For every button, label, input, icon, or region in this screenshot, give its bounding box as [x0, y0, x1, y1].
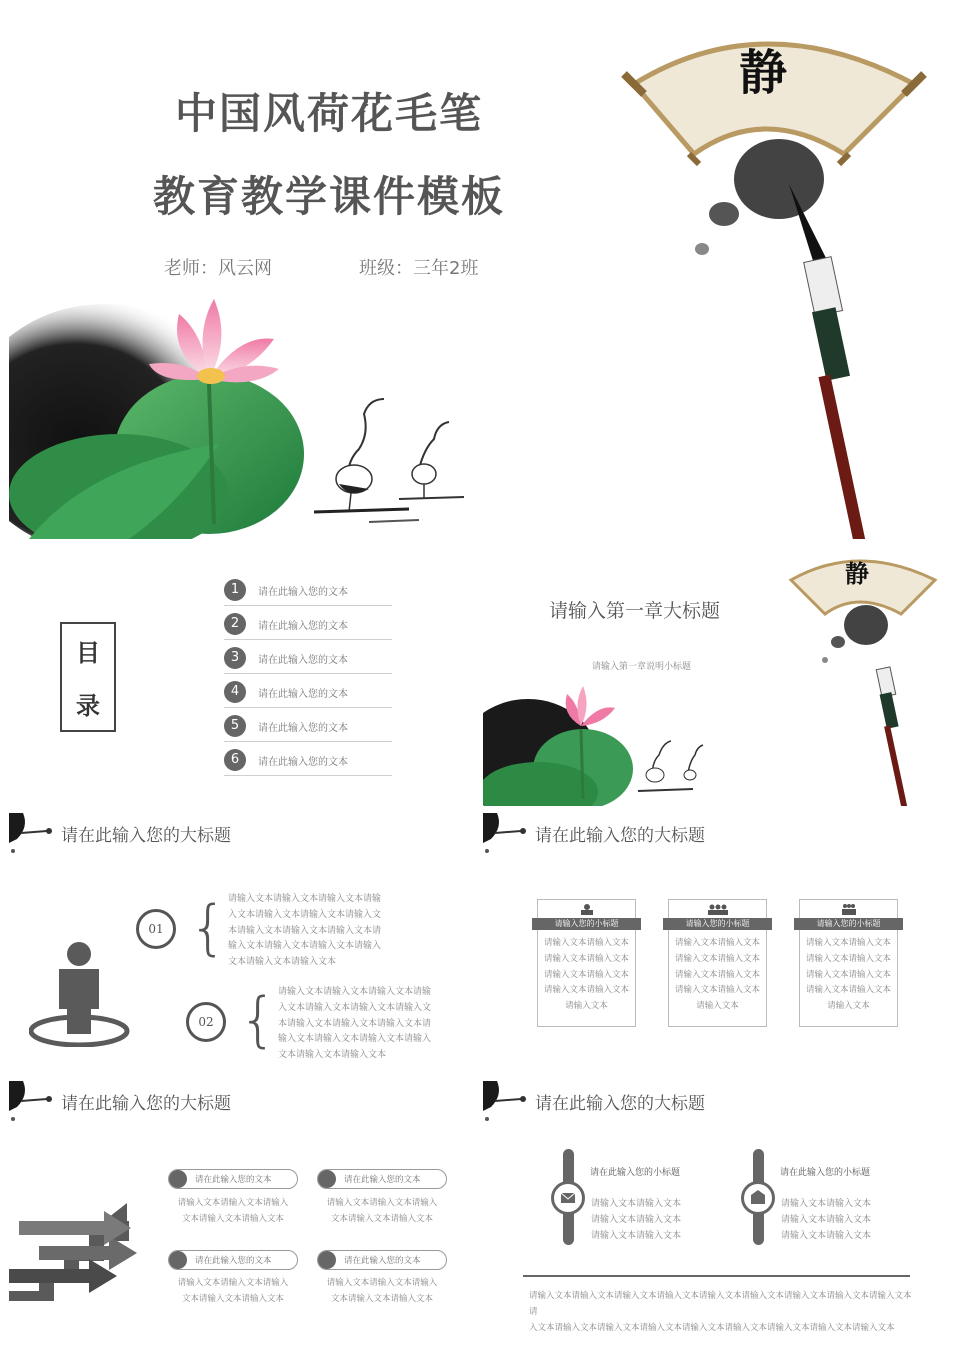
text-line: 输入文本请输入文本请输入文本请输入 [228, 941, 382, 952]
slide-title: 请在此输入您的大标题 [61, 826, 231, 846]
info-card [537, 899, 636, 1027]
card-text: 请输入文本请输入文本 请输入文本请输入文本 请输入文本请输入文本 请输入文本请输入文本 请输入文本 [805, 938, 891, 1012]
divider [523, 1275, 910, 1277]
mail-icon [551, 1181, 585, 1215]
text-line: 本请输入文本请输入文本请输入文本请 [278, 1018, 432, 1029]
topic-pill[interactable] [317, 1250, 447, 1270]
toc-item[interactable] [224, 749, 392, 776]
pill-label: 请在此输入您的文本 [344, 1175, 421, 1185]
toc-item-text: 请在此输入您的文本 [258, 655, 348, 666]
topic-pill[interactable] [168, 1250, 298, 1270]
toc-item-number: 5 [224, 715, 246, 737]
toc-item-number: 2 [224, 613, 246, 635]
pill-label: 请在此输入您的文本 [195, 1256, 272, 1266]
content-slide-2 [483, 813, 951, 1075]
info-card [799, 899, 898, 1027]
toc-item-number: 6 [224, 749, 246, 771]
brace-icon: { [239, 985, 278, 1055]
pill-label: 请在此输入您的文本 [344, 1256, 421, 1266]
card-text: 请输入文本请输入文本 请输入文本请输入文本 请输入文本请输入文本 请输入文本请输入文本 请输入文本 [543, 938, 629, 1012]
ink-brush-icon [9, 1081, 55, 1123]
item-number-badge: 02 [186, 1002, 226, 1042]
content-slide-3 [9, 1081, 474, 1343]
fan-calligraphy: 静 [845, 559, 869, 588]
toc-item-number: 3 [224, 647, 246, 669]
content-slide-4 [483, 1081, 951, 1343]
toc-item[interactable] [224, 715, 392, 742]
toc-heading-char2: 录 [76, 691, 100, 720]
cover-title-line1: 中国风荷花毛笔 [174, 89, 483, 138]
toc-item[interactable] [224, 647, 392, 674]
text-line: 文本请输入文本请输入文本 [228, 957, 337, 968]
lotus-illustration [483, 684, 643, 806]
footer-text: 请输入文本请输入文本请输入文本请输入文本请输入文本请输入文本请输入文本请输入文本请输入文本请 入文本请输入文本请输入文本请输入文本请输入文本请输入文本请输入文本请输入文本请输入文本 [529, 1291, 912, 1333]
toc-item-text: 请在此输入您的文本 [258, 689, 348, 700]
card-text: 请输入文本请输入文本 请输入文本请输入文本 请输入文本请输入文本 请输入文本请输入文本 请输入文本 [674, 938, 760, 1012]
cover-title-line2: 教育教学课件模板 [152, 172, 505, 221]
open-mail-icon [741, 1181, 775, 1215]
toc-item-text: 请在此输入您的文本 [258, 587, 348, 598]
person-icon [29, 939, 134, 1047]
card-label: 请输入您的小标题 [794, 918, 903, 930]
text-line: 入文本请输入文本请输入文本请输入文 [278, 1002, 432, 1013]
cranes-illustration [633, 733, 713, 803]
chat-icon [318, 1251, 336, 1269]
text-line: 文本请输入文本请输入文本 [278, 1050, 387, 1061]
slide-header [9, 813, 474, 857]
pill-description: 请输入文本请输入文本请输入 文本请输入文本请输入文本 [326, 1278, 438, 1304]
brace-icon: { [189, 893, 228, 963]
text-line: 入文本请输入文本请输入文本请输入文 [228, 909, 382, 920]
user-icon [318, 1170, 336, 1188]
cover-slide [9, 9, 951, 539]
pill-description: 请输入文本请输入文本请输入 文本请输入文本请输入文本 [177, 1278, 289, 1304]
text-line: 输入文本请输入文本请输入文本请输入 [278, 1034, 432, 1045]
block-label: 请在此输入您的小标题 [780, 1168, 871, 1178]
ink-brush-icon [9, 813, 55, 855]
content-slide-1 [9, 813, 474, 1075]
chapter-slide [483, 548, 951, 806]
chapter-subtitle: 请输入第一章说明小标题 [592, 662, 692, 672]
pill-description: 请输入文本请输入文本请输入 文本请输入文本请输入文本 [177, 1198, 289, 1224]
teacher-label: 老师：风云网 [164, 258, 272, 279]
slide-title: 请在此输入您的大标题 [61, 1094, 231, 1114]
toc-heading-char1: 目 [76, 638, 100, 667]
slide-header [483, 1081, 951, 1125]
info-card [668, 899, 767, 1027]
toc-item-text: 请在此输入您的文本 [258, 757, 348, 768]
class-label: 班级：三年2班 [359, 258, 479, 279]
block-text: 请输入文本请输入文本 请输入文本请输入文本 请输入文本请输入文本 [591, 1199, 682, 1241]
slide-header [483, 813, 951, 857]
item-text-block [228, 892, 381, 971]
target-icon [169, 1251, 187, 1269]
item-text-block [278, 985, 431, 1064]
text-line: 本请输入文本请输入文本请输入文本请 [228, 925, 382, 936]
text-line: 请输入文本请输入文本请输入文本请输 [228, 894, 382, 904]
toc-item-text: 请在此输入您的文本 [258, 621, 348, 632]
pill-label: 请在此输入您的文本 [195, 1175, 272, 1185]
slide-title: 请在此输入您的大标题 [535, 826, 705, 846]
user-icon [578, 903, 596, 915]
toc-item-number: 4 [224, 681, 246, 703]
ink-brush-icon [483, 1081, 529, 1123]
stairs-arrows-icon [9, 1191, 149, 1306]
card-label: 请输入您的小标题 [532, 918, 641, 930]
block-text: 请输入文本请输入文本 请输入文本请输入文本 请输入文本请输入文本 [781, 1199, 872, 1241]
topic-pill[interactable] [317, 1169, 447, 1189]
team-icon [840, 903, 858, 915]
ink-brush-icon [483, 813, 529, 855]
slide-title: 请在此输入您的大标题 [535, 1094, 705, 1114]
toc-item-number: 1 [224, 579, 246, 601]
lotus-illustration [9, 294, 309, 539]
toc-item[interactable] [224, 681, 392, 708]
toc-item-text: 请在此输入您的文本 [258, 723, 348, 734]
slide-header [9, 1081, 474, 1125]
toc-item[interactable] [224, 613, 392, 640]
card-label: 请输入您的小标题 [663, 918, 772, 930]
text-line: 请输入文本请输入文本请输入文本请输 [278, 987, 432, 997]
cranes-illustration [309, 394, 469, 534]
fan-calligraphy: 静 [739, 45, 788, 101]
toc-heading-box [60, 622, 116, 732]
toc-slide [9, 548, 474, 806]
chapter-title: 请输入第一章大标题 [549, 600, 721, 622]
toc-item[interactable] [224, 579, 392, 606]
group-icon [707, 903, 729, 915]
topic-pill[interactable] [168, 1169, 298, 1189]
item-number-badge: 01 [136, 909, 176, 949]
monitor-icon [169, 1170, 187, 1188]
block-label: 请在此输入您的小标题 [590, 1168, 681, 1178]
pill-description: 请输入文本请输入文本请输入 文本请输入文本请输入文本 [326, 1198, 438, 1224]
